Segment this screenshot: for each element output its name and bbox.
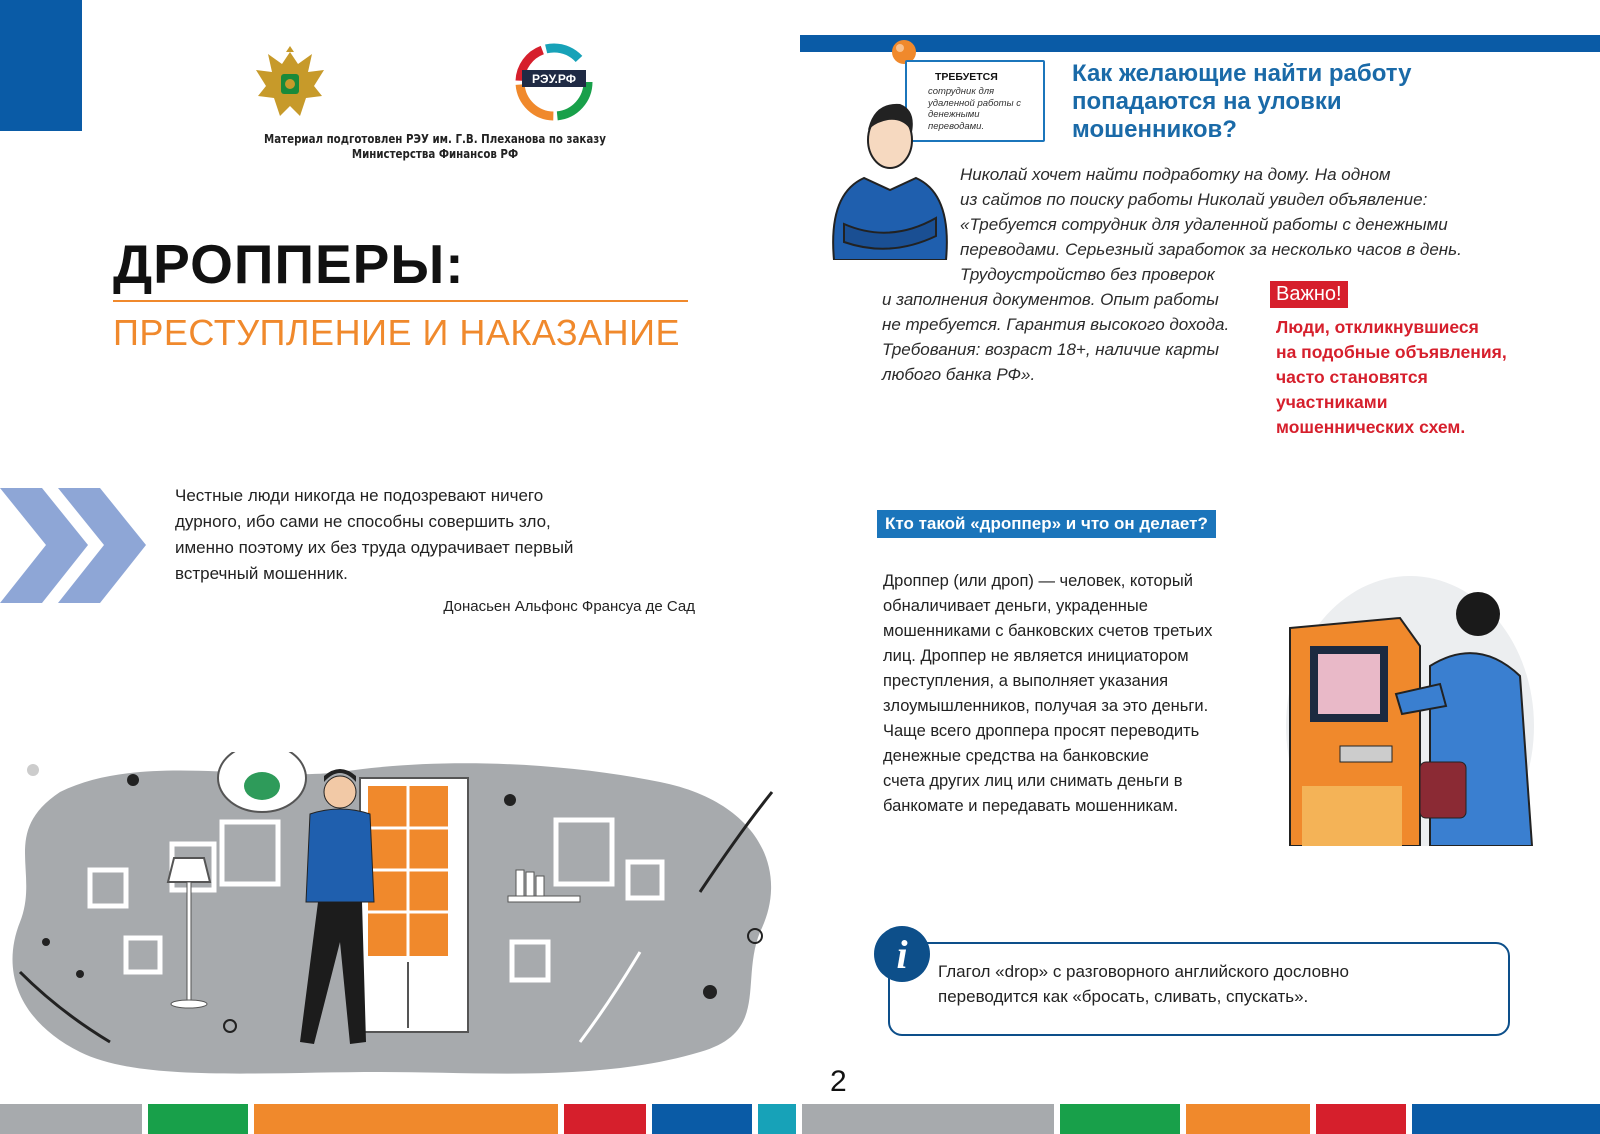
man-shirt xyxy=(306,809,374,902)
dot xyxy=(504,794,516,806)
info-line: переводится как «бросать, сливать, спускать». xyxy=(938,987,1309,1006)
info-text xyxy=(938,959,1498,1009)
important-text xyxy=(1276,315,1576,440)
dot xyxy=(27,764,39,776)
note-body: сотрудник для удаленной работы с денежными переводами. xyxy=(928,86,1021,132)
dot xyxy=(76,970,84,978)
nikolay-illustration xyxy=(824,94,956,260)
atm-keypad xyxy=(1340,746,1392,762)
lamp-shade xyxy=(168,858,210,882)
atm-screen xyxy=(1318,654,1380,714)
atm-illustration xyxy=(1270,566,1550,846)
page-subtitle: ПРЕСТУПЛЕНИЕ И НАКАЗАНИЕ xyxy=(113,312,681,353)
important-line: на подобные объявления, xyxy=(1276,342,1507,362)
quote-text xyxy=(175,483,695,587)
note-title: ТРЕБУЕТСЯ xyxy=(935,71,998,83)
story-line: и заполнения документов. Опыт работы xyxy=(882,290,1219,309)
story-line: Требования: возраст 18+, наличие карты xyxy=(882,340,1219,359)
story-line: «Требуется сотрудник для удаленной работы с денежными xyxy=(960,215,1448,234)
definition-line: Дроппер (или дроп) — человек, который xyxy=(883,572,1193,590)
info-line: Глагол «drop» с разговорного английского дословно xyxy=(938,962,1349,981)
story-line: из сайтов по поиску работы Николай увидел объявление: xyxy=(960,190,1428,209)
svg-text:i: i xyxy=(896,932,908,977)
important-line: участниками xyxy=(1276,392,1388,412)
logo-text: РЭУ.РФ xyxy=(532,72,576,86)
bottom-color-strip xyxy=(0,1104,1600,1134)
chevrons-icon xyxy=(0,488,150,603)
quote-line: дурного, ибо сами не способны совершить зло, xyxy=(175,512,551,531)
heading-line: Как желающие найти работу xyxy=(1072,60,1412,87)
definition-line: преступления, а выполняет указания xyxy=(883,672,1169,690)
man-head xyxy=(324,776,356,808)
definition-line: обналичивает деньги, украденные xyxy=(883,597,1148,615)
story-text-continued xyxy=(882,262,1252,387)
dot xyxy=(42,938,50,946)
story-line: любого банка РФ». xyxy=(882,365,1036,384)
quote-line: именно поэтому их без труда одурачивает первый xyxy=(175,538,574,557)
page-title: ДРОППЕРЫ: xyxy=(113,233,465,295)
section-heading-scam xyxy=(1072,60,1492,144)
definition-line: денежные средства на банковские xyxy=(883,747,1149,765)
important-line: часто становятся xyxy=(1276,367,1428,387)
dot xyxy=(703,985,717,999)
definition-line: лиц. Дроппер не является инициатором xyxy=(883,647,1189,665)
quote-line: Честные люди никогда не подозревают ничего xyxy=(175,486,544,505)
story-line: Трудоустройство без проверок xyxy=(960,265,1215,284)
important-line: Люди, откликнувшиеся xyxy=(1276,317,1479,337)
info-icon xyxy=(872,924,932,984)
dropper-definition xyxy=(883,569,1278,819)
quote-author: Донасьен Альфонс Франсуа де Сад xyxy=(443,598,695,615)
page-number: 2 xyxy=(830,1065,847,1098)
shoulder-bag xyxy=(1420,762,1466,818)
title-divider xyxy=(113,300,688,302)
heading-line: мошенников? xyxy=(1072,116,1237,143)
definition-line: мошенниками с банковских счетов третьих xyxy=(883,622,1213,640)
reu-logo-icon xyxy=(512,40,596,124)
quote-line: встречный мошенник. xyxy=(175,564,348,583)
coat-of-arms-icon xyxy=(250,42,330,122)
important-line: мошеннических схем. xyxy=(1276,417,1466,437)
man-head xyxy=(1456,592,1500,636)
credit-line: Материал подготовлен РЭУ им. Г.В. Плеханова по заказу Министерства Финансов РФ xyxy=(264,131,606,161)
story-line: не требуется. Гарантия высокого дохода. xyxy=(882,315,1230,334)
lamp-base xyxy=(171,1000,207,1008)
definition-line: счета других лиц или снимать деньги в xyxy=(883,772,1183,790)
definition-line: Чаще всего дроппера просят переводить xyxy=(883,722,1200,740)
story-line: Николай хочет найти подработку на дому. На одном xyxy=(960,165,1391,184)
room-illustration xyxy=(0,752,800,1082)
atm-lower xyxy=(1302,786,1402,846)
section-heading-dropper: Кто такой «дроппер» и что он делает? xyxy=(877,510,1216,538)
lamp-pole xyxy=(187,882,191,1002)
heading-line: попадаются на уловки xyxy=(1072,88,1342,115)
important-badge: Важно! xyxy=(1270,281,1348,308)
story-text xyxy=(960,162,1560,262)
definition-line: злоумышленников, получая за это деньги. xyxy=(883,697,1209,715)
dot xyxy=(127,774,139,786)
wallet-icon xyxy=(244,772,280,800)
corner-decoration xyxy=(0,0,82,131)
wall-shelf xyxy=(508,896,580,902)
definition-line: банкомате и передавать мошенникам. xyxy=(883,797,1179,815)
story-line: переводами. Серьезный заработок за несколько часов в день. xyxy=(960,240,1462,259)
